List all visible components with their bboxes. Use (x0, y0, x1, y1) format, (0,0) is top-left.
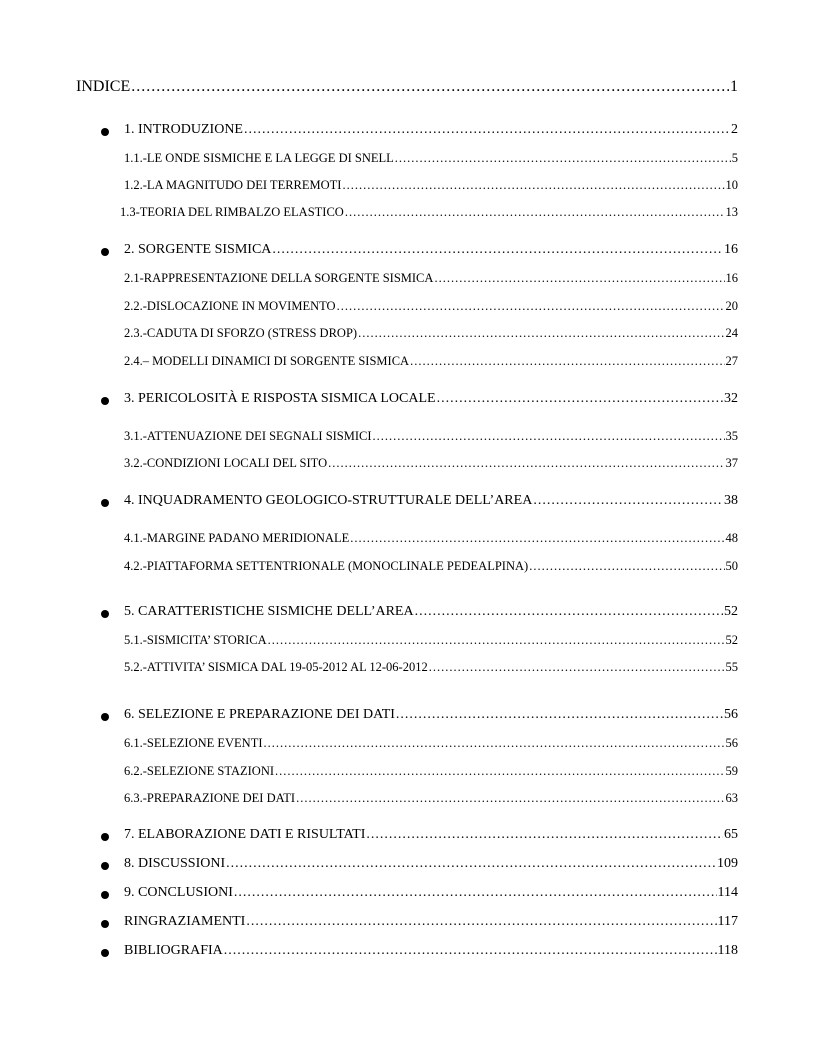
toc-subentry[interactable] (124, 456, 738, 471)
toc-subentry-page: 55 (725, 660, 738, 674)
bullet-icon (101, 128, 109, 136)
leader-dots (434, 271, 724, 286)
toc-entry-label: 8. DISCUSSIONI (124, 856, 226, 871)
leader-dots (328, 456, 724, 471)
leader-dots (366, 827, 723, 843)
toc-subentry[interactable] (124, 299, 738, 314)
leader-dots (337, 299, 725, 314)
toc-subentry[interactable] (124, 151, 738, 166)
toc-subentry[interactable] (124, 178, 738, 193)
toc-subentry-label: 5.2.-ATTIVITA’ SISMICA DAL 19-05-2012 AL 12-06-2012 (124, 660, 428, 674)
toc-entry-page: 65 (724, 827, 738, 842)
toc-subentry-label: 6.1.-SELEZIONE EVENTI (124, 736, 263, 750)
leader-dots (264, 736, 725, 751)
toc-subentry-page: 20 (725, 299, 738, 313)
toc-subentry-label: 2.3.-CADUTA DI SFORZO (STRESS DROP) (124, 326, 358, 340)
toc-subentry[interactable] (120, 205, 738, 220)
leader-dots (350, 531, 724, 546)
bullet-icon (101, 862, 109, 870)
toc-title (76, 78, 738, 96)
toc-entry[interactable] (124, 885, 738, 901)
leader-dots (415, 604, 723, 620)
toc-entry-label: RINGRAZIAMENTI (124, 914, 246, 929)
leader-dots (246, 914, 716, 930)
toc-entry[interactable] (124, 707, 738, 723)
toc-entry-label: 1. INTRODUZIONE (124, 122, 243, 137)
leader-dots (437, 391, 723, 407)
toc-subentry-page: 35 (725, 429, 738, 443)
toc-subentry-page: 63 (725, 791, 738, 805)
toc-entry-page: 114 (717, 885, 738, 900)
leader-dots (272, 242, 723, 258)
leader-dots (131, 78, 729, 96)
toc-entry-page: 2 (731, 122, 738, 137)
toc-entry-page: 117 (717, 914, 738, 929)
toc-entry[interactable] (124, 391, 738, 407)
leader-dots (373, 429, 725, 444)
toc-subentry-label: 2.1-RAPPRESENTAZIONE DELLA SORGENTE SISMICA (124, 271, 434, 285)
toc-subentry[interactable] (124, 764, 738, 779)
bullet-icon (101, 248, 109, 256)
toc-entry-label: 2. SORGENTE SISMICA (124, 242, 272, 257)
toc-entry-page: 38 (724, 493, 738, 508)
toc-subentry-page: 10 (725, 178, 738, 192)
toc-entry-page: 56 (724, 707, 738, 722)
leader-dots (533, 493, 723, 509)
leader-dots (275, 764, 724, 779)
toc-entry-label: 7. ELABORAZIONE DATI E RISULTATI (124, 827, 366, 842)
leader-dots (268, 633, 725, 648)
toc-entry-page: 109 (717, 856, 738, 871)
toc-subentry-page: 37 (725, 456, 738, 470)
toc-subentry[interactable] (124, 559, 738, 574)
toc-subentry-page: 59 (725, 764, 738, 778)
toc-title-page: 1 (730, 78, 738, 95)
toc-subentry-label: 1.3-TEORIA DEL RIMBALZO ELASTICO (120, 205, 344, 219)
leader-dots (244, 122, 730, 138)
toc-entry[interactable] (124, 856, 738, 872)
toc-subentry-page: 5 (731, 151, 738, 165)
toc-subentry-label: 5.1.-SISMICITA’ STORICA (124, 633, 267, 647)
toc-entry-page: 52 (724, 604, 738, 619)
toc-subentry-label: 4.1.-MARGINE PADANO MERIDIONALE (124, 531, 350, 545)
bullet-icon (101, 397, 109, 405)
toc-subentry-label: 1.2.-LA MAGNITUDO DEI TERREMOTI (124, 178, 342, 192)
toc-entry-page: 16 (724, 242, 738, 257)
toc-entry[interactable] (124, 914, 738, 930)
toc-subentry-label: 6.3.-PREPARAZIONE DEI DATI (124, 791, 296, 805)
toc-subentry[interactable] (124, 326, 738, 341)
toc-subentry-label: 2.2.-DISLOCAZIONE IN MOVIMENTO (124, 299, 336, 313)
toc-subentry[interactable] (124, 736, 738, 751)
toc-subentry-page: 24 (725, 326, 738, 340)
toc-entry[interactable] (124, 493, 738, 509)
toc-entry[interactable] (124, 604, 738, 620)
toc-entry[interactable] (124, 122, 738, 138)
leader-dots (226, 856, 716, 872)
leader-dots (296, 791, 724, 806)
toc-subentry-label: 3.2.-CONDIZIONI LOCALI DEL SITO (124, 456, 328, 470)
leader-dots (342, 178, 724, 193)
toc-entry[interactable] (124, 242, 738, 258)
bullet-icon (101, 920, 109, 928)
toc-entry-label: 6. SELEZIONE E PREPARAZIONE DEI DATI (124, 707, 395, 722)
toc-entry-page: 32 (724, 391, 738, 406)
leader-dots (410, 354, 724, 369)
leader-dots (358, 326, 724, 341)
bullet-icon (101, 949, 109, 957)
toc-subentry-label: 3.1.-ATTENUAZIONE DEI SEGNALI SISMICI (124, 429, 372, 443)
toc-subentry-page: 52 (725, 633, 738, 647)
toc-subentry[interactable] (124, 429, 738, 444)
toc-entry[interactable] (124, 943, 738, 959)
toc-subentry-page: 56 (725, 736, 738, 750)
toc-subentry-page: 16 (725, 271, 738, 285)
leader-dots (529, 559, 724, 574)
toc-subentry[interactable] (124, 791, 738, 806)
toc-subentry-label: 4.2.-PIATTAFORMA SETTENTRIONALE (MONOCLINALE PEDEALPINA) (124, 559, 529, 573)
bullet-icon (101, 610, 109, 618)
leader-dots (396, 707, 723, 723)
toc-subentry-label: 1.1.-LE ONDE SISMICHE E LA LEGGE DI SNELL (124, 151, 394, 165)
bullet-icon (101, 833, 109, 841)
toc-subentry[interactable] (124, 633, 738, 648)
leader-dots (345, 205, 725, 220)
bullet-icon (101, 499, 109, 507)
toc-subentry-page: 13 (725, 205, 738, 219)
toc-subentry-page: 27 (725, 354, 738, 368)
toc-entry-label: 3. PERICOLOSITÀ E RISPOSTA SISMICA LOCALE (124, 391, 436, 406)
leader-dots (224, 943, 717, 959)
toc-subentry-label: 2.4.– MODELLI DINAMICI DI SORGENTE SISMICA (124, 354, 410, 368)
toc-subentry-page: 50 (725, 559, 738, 573)
bullet-icon (101, 713, 109, 721)
toc-title-label: INDICE (76, 78, 131, 95)
toc-entry-label: 9. CONCLUSIONI (124, 885, 233, 900)
toc-subentry-page: 48 (725, 531, 738, 545)
toc-subentry[interactable] (124, 354, 738, 369)
toc-entry-page: 118 (717, 943, 738, 958)
toc-entry[interactable] (124, 827, 738, 843)
bullet-icon (101, 891, 109, 899)
toc-entry-label: 5. CARATTERISTICHE SISMICHE DELL’AREA (124, 604, 414, 619)
leader-dots (395, 151, 731, 166)
toc-entry-label: BIBLIOGRAFIA (124, 943, 223, 958)
toc-subentry[interactable] (124, 271, 738, 286)
toc-subentry-label: 6.2.-SELEZIONE STAZIONI (124, 764, 275, 778)
toc-subentry[interactable] (124, 531, 738, 546)
toc-entry-label: 4. INQUADRAMENTO GEOLOGICO-STRUTTURALE DELL’AREA (124, 493, 533, 508)
toc-subentry[interactable] (124, 660, 738, 675)
leader-dots (234, 885, 717, 901)
leader-dots (429, 660, 725, 675)
